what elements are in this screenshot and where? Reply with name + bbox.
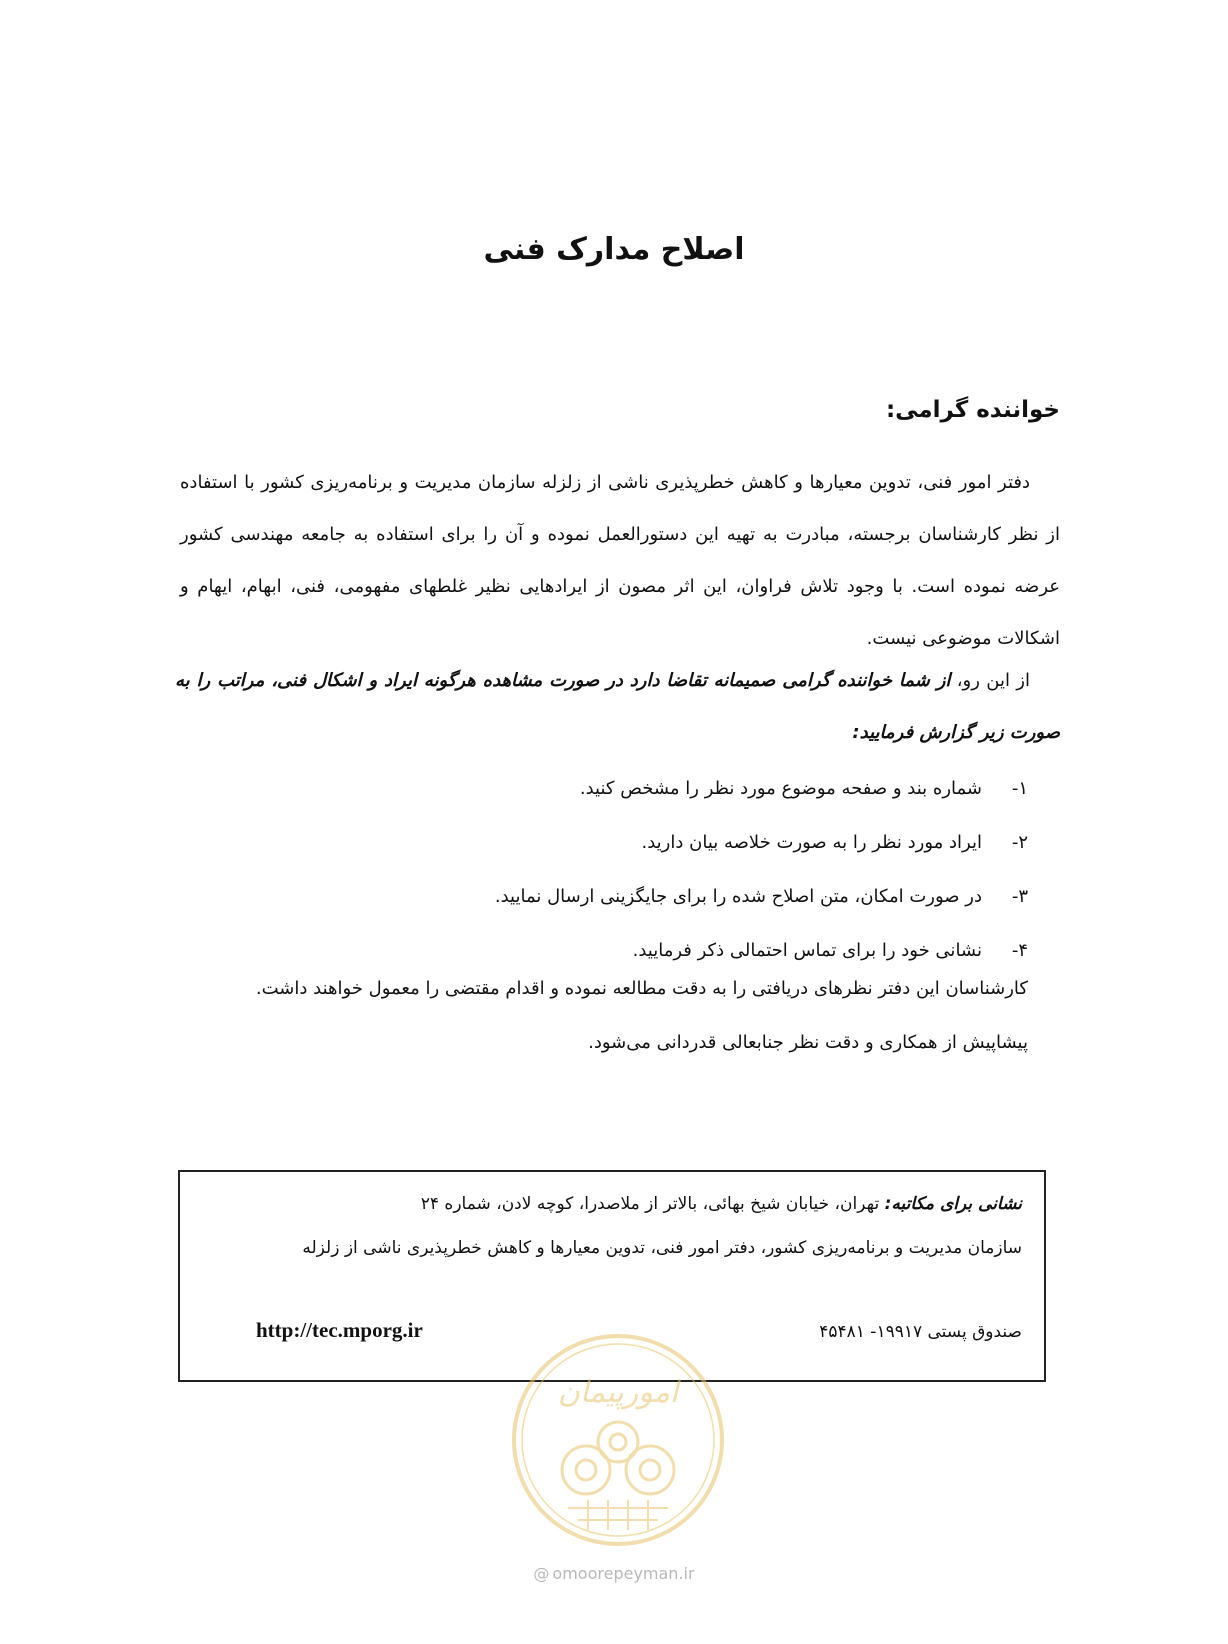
request-paragraph-prefix: از این رو، xyxy=(950,670,1030,691)
list-item-text: شماره بند و صفحه موضوع مورد نظر را مشخص کنید. xyxy=(579,778,982,799)
closing-text xyxy=(256,962,1028,1070)
postal-box: صندوق پستی ۱۹۹۱۷- ۴۵۴۸۱ xyxy=(819,1322,1022,1342)
list-item-number: ۱- xyxy=(1011,778,1028,799)
watermark-handle xyxy=(0,1564,1228,1583)
closing-line-1: کارشناسان این دفتر نظرهای دریافتی را به دقت مطالعه نموده و اقدام مقتضی را معمول خواهند داشت. xyxy=(255,978,1028,999)
organization-name: سازمان مدیریت و برنامه‌ریزی کشور، دفتر امور فنی، تدوین معیارها و کاهش خطرپذیری ناشی از زلزله xyxy=(302,1238,1022,1258)
salutation-heading: خواننده گرامی: xyxy=(885,397,1060,423)
at-sign-icon: @ xyxy=(533,1564,550,1583)
list-item-text: ایراد مورد نظر را به صورت خلاصه بیان دارید. xyxy=(641,832,982,853)
request-paragraph xyxy=(175,655,1060,759)
list-item-text: در صورت امکان، متن اصلاح شده را برای جایگزینی ارسال نمایید. xyxy=(494,886,982,907)
list-item-number: ۲- xyxy=(1011,832,1028,853)
list-item-text: نشانی خود را برای تماس احتمالی ذکر فرمایید. xyxy=(632,940,982,961)
watermark-logo-icon xyxy=(508,1330,728,1550)
list-item-number: ۴- xyxy=(1011,940,1028,961)
mailing-address-text: تهران، خیابان شیخ بهائی، بالاتر از ملاصدرا، کوچه لادن، شماره ۲۴ xyxy=(420,1194,885,1214)
instructions-list xyxy=(495,762,1028,978)
watermark-handle-text: omoorepeyman.ir xyxy=(552,1564,695,1583)
closing-line-2: پیشاپیش از همکاری و دقت نظر جنابعالی قدردانی می‌شود. xyxy=(588,1032,1028,1053)
list-item xyxy=(495,870,1028,924)
mailing-address xyxy=(421,1194,1022,1214)
list-item-number: ۳- xyxy=(1011,886,1028,907)
website-link[interactable]: http://tec.mporg.ir xyxy=(256,1318,423,1342)
list-item xyxy=(495,762,1028,816)
request-paragraph-emphasis: از شما خواننده گرامی صمیمانه تقاضا دارد در صورت مشاهده هرگونه ایراد و اشکال فنی، مراتب را به صورت زیر گزارش فرمایید: xyxy=(175,670,1060,743)
mailing-address-label: نشانی برای مکاتبه: xyxy=(884,1194,1022,1214)
intro-paragraph: دفتر امور فنی، تدوین معیارها و کاهش خطرپذیری ناشی از زلزله سازمان مدیریت و برنامه‌ریزی کشور با استفاده از نظر کارشناسان برجسته، مبادرت به تهیه این دستورالعمل نموده و آن را برای استفاده به جامعه مهندسی کشور عرضه نموده است. با وجود تلاش فراوان، این اثر مصون از ایرادهایی نظیر غلطهای مفهومی، فنی، ابهام، ایهام و اشکالات موضوعی نیست. xyxy=(180,472,1060,649)
watermark-logo-text: امورپیمان xyxy=(557,1375,679,1410)
list-item xyxy=(495,816,1028,870)
page-title: اصلاح مدارک فنی xyxy=(483,232,745,267)
